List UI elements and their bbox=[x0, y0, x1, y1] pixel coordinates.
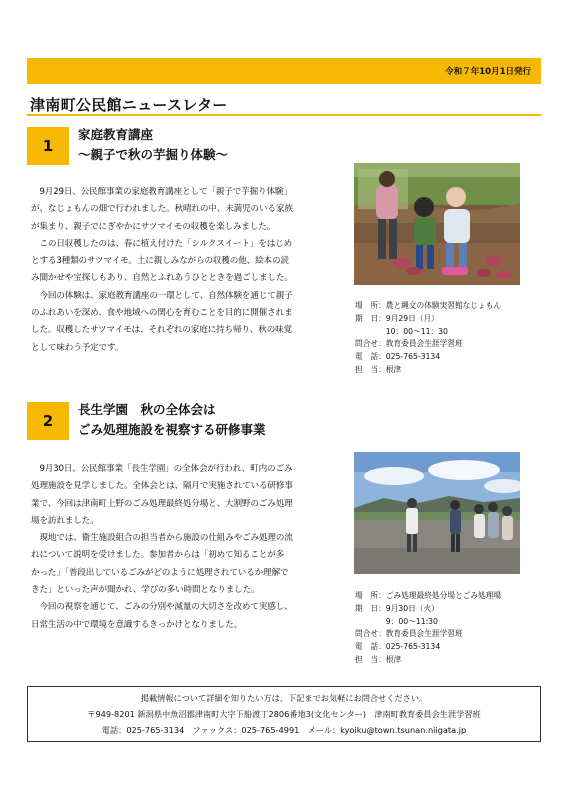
section-1-info bbox=[355, 300, 501, 377]
potato-harvest-photo bbox=[354, 163, 520, 285]
footer-address: 〒949-8201 新潟県中魚沼郡津南町大字下船渡丁2806番地3(文化センター) 津南町教育委員会生涯学習班 bbox=[87, 709, 481, 719]
body-line: この日収穫したのは、春に植え付けた「シルクスイート」をはじめ bbox=[31, 238, 293, 249]
info-time: 9：00～11:30 bbox=[355, 616, 438, 626]
body-line: とする3種類のサツマイモ。土に親しみながらの収穫の他、絵本の読 bbox=[31, 256, 289, 267]
footer-contact-info: 電話：025-765-3134 ファックス：025-765-4991 メール：kyoiku@town.tsunan.niigata.jp bbox=[101, 725, 467, 735]
facility-tour-photo bbox=[354, 452, 520, 574]
info-phone: 電 話：025-765-3134 bbox=[355, 352, 441, 362]
footer-invitation: 掲載情報について詳細を知りたい方は、下記までお気軽にお問合せください。 bbox=[140, 693, 428, 703]
body-line: 今回の体験は、家庭教育講座の一環として、自然体験を通じて親子 bbox=[31, 290, 293, 301]
body-line: かった」「普段出しているごみがどのように処理されているか理解で bbox=[31, 567, 289, 578]
body-line: 現地では、衛生施設組合の担当者から施設の仕組みやごみ処理の流 bbox=[31, 533, 293, 544]
body-line: が集まり、親子でにぎやかにサツマイモの収穫を楽しみました。 bbox=[31, 221, 276, 232]
section-2-title-line2: ごみ処理施設を視察する研修事業 bbox=[78, 422, 266, 437]
info-phone: 電 話：025-765-3134 bbox=[355, 642, 441, 652]
section-1-body bbox=[31, 184, 293, 357]
body-line: 場を訪れました。 bbox=[31, 515, 99, 526]
body-line: 業で、今回は津南町上野のごみ処理最終処分場と、大割野のごみ処理 bbox=[31, 498, 293, 509]
body-line: きた」といった声が聞かれ、学びの多い時間となりました。 bbox=[31, 585, 260, 596]
body-line: 処理施設を見学しました。全体会とは、隔月で実施されている研修事 bbox=[31, 481, 293, 492]
body-line: のふれあいを深め、食や地域への関心を育むことを目的に開催されま bbox=[31, 308, 293, 319]
section-2-body bbox=[31, 461, 293, 634]
info-location: 場 所：農と縄文の体験実習館なじょもん bbox=[355, 301, 502, 310]
contact-footer bbox=[27, 686, 541, 742]
issue-date: 令和７年10月1日発行 bbox=[445, 67, 531, 77]
section-1-title-line1: 家庭教育講座 bbox=[78, 127, 154, 142]
info-person: 担 当：根津 bbox=[355, 654, 402, 664]
info-location: 場 所：ごみ処理最終処分場とごみ処理場 bbox=[355, 591, 502, 600]
body-line: した。収穫したサツマイモは、それぞれの家庭に持ち帰り、秋の味覚 bbox=[31, 325, 293, 336]
section-2-info bbox=[355, 590, 501, 667]
section-1-number: 1 bbox=[27, 127, 69, 165]
section-2-title-line1: 長生学園 秋の全体会は bbox=[78, 402, 216, 417]
section-2-title bbox=[78, 400, 266, 440]
section-1-title bbox=[78, 125, 228, 165]
info-contact: 問合せ：教育委員会生涯学習班 bbox=[355, 339, 463, 349]
body-line: 9月30日、公民館事業「長生学園」の全体会が行われ、町内のごみ bbox=[31, 464, 293, 474]
header-bar bbox=[27, 58, 541, 84]
body-line: 9月29日、公民館事業の家庭教育講座として「親子で芋掘り体験」 bbox=[31, 187, 292, 197]
body-line: 日常生活の中で環境を意識するきっかけとなりました。 bbox=[31, 619, 243, 630]
body-line: れについて説明を受けました。参加者からは「初めて知ることが多 bbox=[31, 550, 285, 561]
newsletter-title: 津南町公民館ニュースレター bbox=[30, 96, 228, 114]
body-line: み聞かせや宝探しもあり、自然とふれあうひとときを過ごしました。 bbox=[31, 273, 293, 284]
body-line: 今回の視察を通じて、ごみの分別や減量の大切さを改めて実感し、 bbox=[31, 602, 293, 613]
info-date: 期 日：9月30日（火） bbox=[355, 603, 439, 613]
body-line: として味わう予定です。 bbox=[31, 342, 124, 353]
section-1-title-line2: 〜親子で秋の芋掘り体験〜 bbox=[78, 147, 229, 162]
info-contact: 問合せ：教育委員会生涯学習班 bbox=[355, 629, 463, 639]
section-2-number: 2 bbox=[27, 402, 69, 440]
body-line: が、なじょもんの畑で行われました。秋晴れの中、未満児のいる家族 bbox=[31, 204, 293, 215]
info-time: 10：00～11：30 bbox=[355, 326, 448, 336]
title-divider bbox=[27, 114, 541, 116]
info-date: 期 日：9月29日（月） bbox=[355, 313, 439, 323]
info-person: 担 当：根津 bbox=[355, 364, 402, 374]
